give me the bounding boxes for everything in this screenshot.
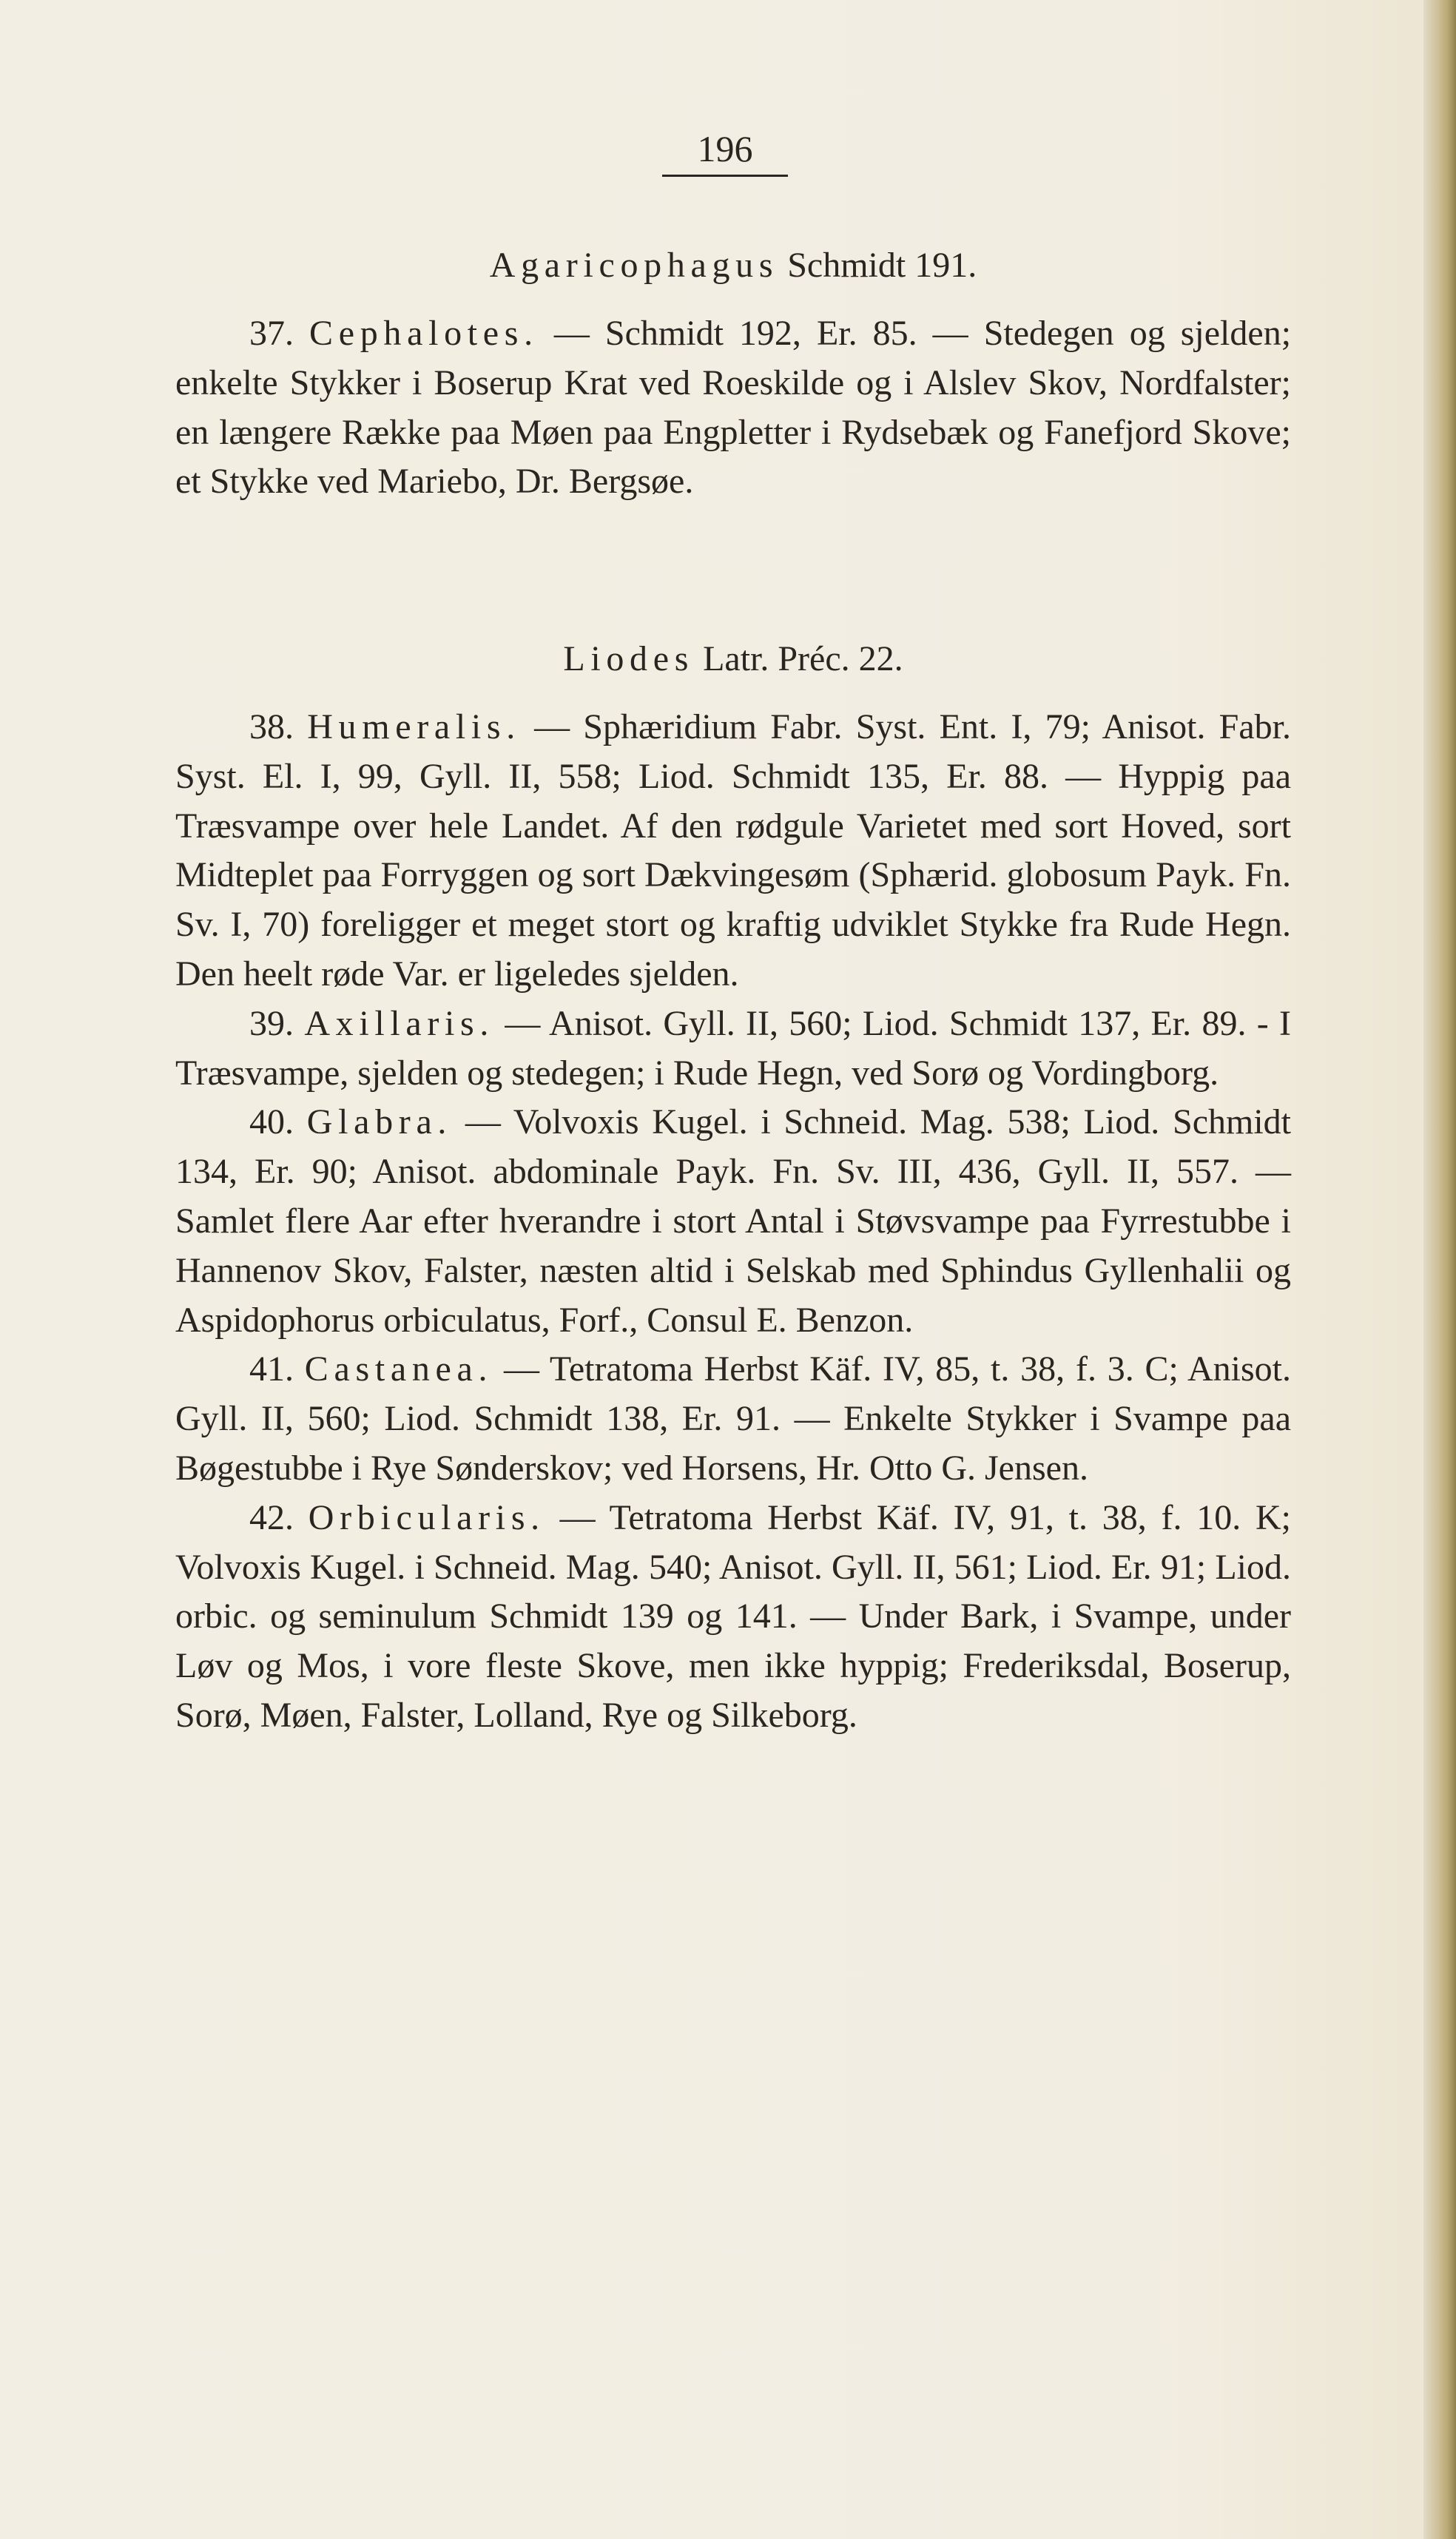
entry-number: 38. <box>249 707 294 746</box>
page-number: 196 <box>662 124 788 177</box>
species-entry <box>175 1098 1291 1345</box>
genus-heading <box>175 635 1291 684</box>
entry-text: — Tetratoma Herbst Käf. IV, 85, t. 38, f. 3. C; Anisot. Gyll. II, 560; Liod. Schmidt 138, Er. 91. — Enkelte Stykker i Svampe paa Bøgestubbe i Rye Sønderskov; ved Horsens, Hr. Otto G. Jensen. <box>175 1349 1292 1488</box>
genus-authority: Latr. Préc. 22. <box>703 639 903 678</box>
genus-heading <box>175 241 1291 290</box>
section-liodes <box>175 635 1291 1741</box>
genus-name: Liodes <box>563 639 695 678</box>
species-entry <box>175 1494 1291 1741</box>
species-entry <box>175 703 1291 999</box>
species-name: Glabra. <box>306 1102 453 1142</box>
species-name: Humeralis. <box>307 707 521 746</box>
entry-number: 40. <box>249 1102 294 1142</box>
section-agaricophagus <box>175 241 1291 507</box>
genus-name: Agaricophagus <box>489 246 779 285</box>
page-edge <box>1423 0 1456 2539</box>
entry-text: — Volvoxis Kugel. i Schneid. Mag. 538; Liod. Schmidt 134, Er. 90; Anisot. abdominale Payk. Fn. Sv. III, 436, Gyll. II, 557. — Samlet flere Aar efter hverandre i stort Antal i Støvsvampe paa Fyrrestubbe i Hannenov Skov, Falster, næsten altid i Selskab med Sphindus Gyllenhalii og Aspidophorus orbiculatus, Forf., Consul E. Benzon. <box>175 1102 1292 1340</box>
species-entry <box>175 1345 1291 1493</box>
species-name: Cephalotes. <box>309 314 539 353</box>
species-entry <box>175 999 1291 1099</box>
entry-number: 41. <box>249 1349 294 1389</box>
species-name: Orbicularis. <box>308 1497 545 1537</box>
species-name: Castanea. <box>304 1349 493 1389</box>
entry-number: 39. <box>249 1003 294 1043</box>
entry-text: — Sphæridium Fabr. Syst. Ent. I, 79; Anisot. Fabr. Syst. El. I, 99, Gyll. II, 558; Liod. Schmidt 135, Er. 88. — Hyppig paa Træsvampe over hele Landet. Af den rødgule Varietet med sort Hoved, sort Midteplet paa Forryggen og sort Dækvingesøm (Sphærid. globosum Payk. Fn. Sv. I, 70) foreligger et meget stort og kraftig udviklet Stykke fra Rude Hegn. Den heelt røde Var. er ligeledes sjelden. <box>175 707 1292 994</box>
species-name: Axillaris. <box>304 1003 495 1043</box>
genus-authority: Schmidt 191. <box>787 246 977 285</box>
entry-text: — Tetratoma Herbst Käf. IV, 91, t. 38, f. 10. K; Volvoxis Kugel. i Schneid. Mag. 540; Anisot. Gyll. II, 561; Liod. Er. 91; Liod. orbic. og seminulum Schmidt 139 og 141. — Under Bark, i Svampe, under Løv og Mos, i vore fleste Skove, men ikke hyppig; Frederiksdal, Boserup, Sorø, Møen, Falster, Lolland, Rye og Silkeborg. <box>175 1497 1291 1735</box>
entry-text: — Anisot. Gyll. II, 560; Liod. Schmidt 137, Er. 89. - I Træsvampe, sjelden og stedegen; i Rude Hegn, ved Sorø og Vordingborg. <box>175 1003 1292 1093</box>
species-entry <box>175 309 1291 507</box>
entry-number: 37. <box>249 314 294 353</box>
entry-text: — Schmidt 192, Er. 85. — Stedegen og sjelden; enkelte Stykker i Boserup Krat ved Roeskilde og i Alslev Skov, Nordfalster; en længere Række paa Møen paa Engpletter i Rydsebæk og Fanefjord Skove; et Stykke ved Mariebo, Dr. Bergsøe. <box>175 314 1292 502</box>
entry-number: 42. <box>249 1497 294 1537</box>
